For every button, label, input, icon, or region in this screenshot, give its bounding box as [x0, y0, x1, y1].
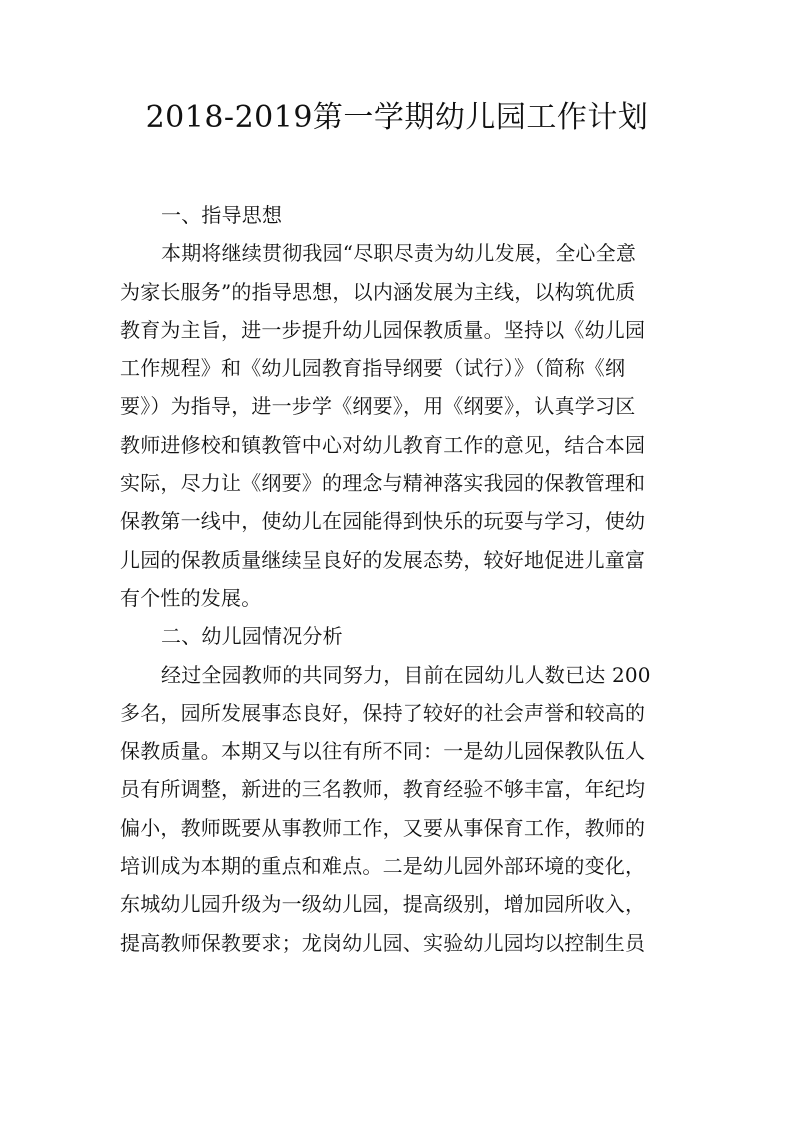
paragraph-line: 保教第一线中，使幼儿在园能得到快乐的玩耍与学习，使幼: [120, 509, 646, 534]
paragraph-line: 教育为主旨，进一步提升幼儿园保教质量。坚持以《幼儿园: [120, 317, 646, 342]
paragraph-line: 培训成为本期的重点和难点。二是幼儿园外部环境的变化，: [120, 854, 646, 879]
section-heading-guiding-ideology: 一、指导思想: [161, 203, 283, 227]
paragraph-line: 有个性的发展。: [120, 585, 262, 610]
document-body: [120, 196, 676, 962]
section-heading-situation-analysis: 二、幼儿园情况分析: [161, 624, 343, 649]
paragraph-line: 要》）为指导，进一步学《纲要》，用《纲要》，认真学习区: [120, 394, 636, 419]
document-title: 2018-2019第一学期幼儿园工作计划: [145, 100, 649, 135]
paragraph-line: 工作规程》和《幼儿园教育指导纲要（试行）》（简称《纲: [120, 356, 626, 381]
paragraph-line: 教师进修校和镇教管中心对幼儿教育工作的意见，结合本园: [120, 432, 646, 457]
paragraph-line: 东城幼儿园升级为一级幼儿园，提高级别，增加园所收入，: [120, 892, 646, 917]
paragraph-line: 实际，尽力让《纲要》的理念与精神落实我园的保教管理和: [120, 471, 646, 496]
paragraph-line: 为家长服务”的指导思想，以内涵发展为主线，以构筑优质: [120, 279, 636, 304]
paragraph-line: 多名，园所发展事态良好，保持了较好的社会声誉和较高的: [120, 700, 646, 725]
paragraph-line: 提高教师保教要求；龙岗幼儿园、实验幼儿园均以控制生员: [120, 930, 646, 955]
paragraph-line: 儿园的保教质量继续呈良好的发展态势，较好地促进儿童富: [120, 547, 646, 572]
paragraph-line: 保教质量。本期又与以往有所不同：一是幼儿园保教队伍人: [120, 739, 646, 764]
paragraph-line: 本期将继续贯彻我园“尽职尽责为幼儿发展，全心全意: [161, 241, 637, 266]
paragraph-line: 员有所调整，新进的三名教师，教育经验不够丰富，年纪均: [120, 777, 646, 802]
paragraph-line: 经过全园教师的共同努力，目前在园幼儿人数已达 200: [161, 662, 651, 687]
paragraph-line: 偏小，教师既要从事教师工作，又要从事保育工作，教师的: [120, 815, 646, 840]
